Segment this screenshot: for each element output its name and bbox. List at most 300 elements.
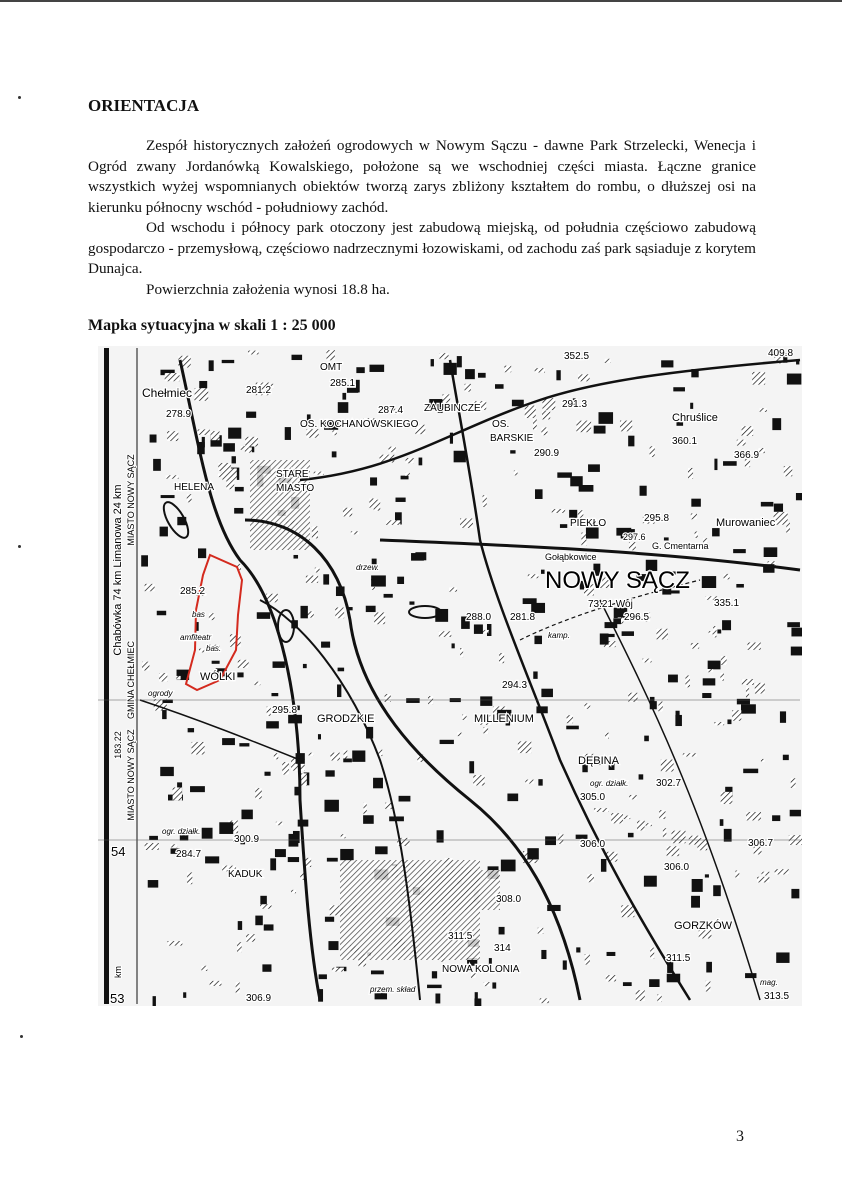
map-label: 311.5 bbox=[666, 953, 691, 964]
building-block bbox=[772, 815, 780, 821]
building-block bbox=[483, 495, 487, 507]
scan-speck bbox=[18, 545, 21, 548]
building-block bbox=[332, 968, 344, 972]
building-block bbox=[399, 796, 411, 802]
building-block bbox=[395, 498, 405, 502]
building-block bbox=[330, 753, 340, 761]
building-block bbox=[405, 473, 410, 476]
margin-label: 53 bbox=[110, 991, 125, 1006]
building-block bbox=[306, 576, 318, 583]
building-block bbox=[148, 880, 159, 888]
map-label: GRODZKIE bbox=[317, 713, 375, 725]
building-block bbox=[449, 587, 457, 591]
building-block bbox=[228, 428, 241, 439]
building-block bbox=[153, 996, 156, 1006]
building-block bbox=[159, 673, 167, 681]
building-block bbox=[742, 426, 754, 436]
building-block bbox=[344, 750, 348, 759]
building-block bbox=[668, 675, 678, 683]
building-block bbox=[608, 634, 614, 637]
building-block bbox=[149, 836, 158, 840]
map-label: OS. KOCHANOWSKIEGO bbox=[300, 419, 419, 430]
building-block bbox=[235, 487, 244, 491]
building-block bbox=[211, 431, 220, 440]
building-block bbox=[540, 998, 549, 1003]
building-block bbox=[226, 480, 234, 489]
building-block bbox=[369, 498, 376, 507]
building-block bbox=[661, 360, 673, 367]
building-block bbox=[462, 715, 466, 720]
building-block bbox=[507, 794, 518, 802]
building-block bbox=[691, 896, 700, 908]
map-label: kamp. bbox=[548, 631, 570, 640]
building-block bbox=[579, 485, 594, 492]
building-block bbox=[594, 808, 609, 812]
building-block bbox=[323, 574, 329, 584]
map-label: 297.6 bbox=[623, 532, 646, 542]
building-block bbox=[622, 631, 634, 636]
dense-district bbox=[420, 870, 500, 910]
building-block bbox=[720, 819, 724, 826]
margin-label: Chabówka 74 km Limanowa 24 km bbox=[112, 484, 124, 656]
building-block bbox=[607, 952, 616, 956]
building-block bbox=[282, 762, 289, 775]
building-block bbox=[762, 872, 770, 876]
building-block bbox=[742, 679, 754, 685]
building-block bbox=[325, 770, 334, 776]
map-label: 294.3 bbox=[502, 680, 528, 691]
map-label: STARE bbox=[276, 469, 309, 480]
building-block bbox=[223, 443, 235, 451]
building-block bbox=[758, 448, 765, 453]
building-block bbox=[525, 406, 536, 418]
building-block bbox=[484, 727, 489, 734]
building-block bbox=[761, 502, 774, 507]
map-label: OS. bbox=[492, 419, 510, 430]
building-block bbox=[274, 753, 278, 759]
building-block bbox=[222, 468, 236, 480]
building-block bbox=[173, 787, 182, 800]
building-block bbox=[264, 772, 270, 776]
map-label: 409.8 bbox=[768, 348, 794, 359]
building-block bbox=[646, 823, 652, 826]
building-block bbox=[605, 359, 611, 363]
building-block bbox=[757, 877, 769, 883]
building-block bbox=[161, 495, 175, 498]
building-block bbox=[292, 355, 303, 360]
building-block bbox=[188, 728, 194, 732]
building-block bbox=[796, 493, 802, 500]
map-label: 295.8 bbox=[644, 513, 670, 524]
building-block bbox=[465, 369, 475, 379]
building-block bbox=[501, 860, 516, 872]
building-block bbox=[492, 982, 496, 988]
map-label: mag. bbox=[760, 978, 778, 987]
building-block bbox=[198, 548, 206, 558]
building-block bbox=[791, 628, 802, 637]
building-block bbox=[319, 974, 327, 979]
building-block bbox=[538, 928, 544, 934]
building-block bbox=[723, 461, 737, 466]
building-block bbox=[621, 905, 634, 917]
building-block bbox=[374, 612, 385, 624]
building-block bbox=[275, 849, 286, 857]
building-block bbox=[338, 668, 345, 672]
building-block bbox=[202, 437, 205, 447]
building-block bbox=[499, 927, 505, 935]
map-label: 284.7 bbox=[176, 849, 202, 860]
building-block bbox=[369, 365, 384, 372]
building-block bbox=[162, 710, 166, 719]
building-block bbox=[409, 601, 414, 604]
building-block bbox=[241, 810, 252, 820]
building-block bbox=[397, 577, 404, 584]
map-label: 306.0 bbox=[664, 862, 690, 873]
building-block bbox=[285, 427, 291, 440]
building-block bbox=[364, 803, 367, 815]
building-block bbox=[160, 767, 174, 776]
building-block bbox=[746, 812, 761, 820]
building-block bbox=[332, 430, 336, 435]
building-block bbox=[315, 568, 320, 573]
building-block bbox=[366, 606, 376, 612]
building-block bbox=[644, 876, 657, 887]
building-block bbox=[337, 684, 341, 697]
map-label: 73.21 Woj bbox=[588, 599, 633, 610]
building-block bbox=[533, 671, 537, 678]
building-block bbox=[714, 722, 724, 725]
building-block bbox=[460, 518, 473, 527]
building-block bbox=[650, 446, 655, 457]
building-block bbox=[167, 941, 182, 946]
building-block bbox=[727, 719, 731, 724]
building-block bbox=[649, 979, 659, 987]
building-block bbox=[314, 472, 324, 475]
building-block bbox=[474, 624, 483, 633]
margin-label: 54 bbox=[111, 844, 126, 859]
building-block bbox=[267, 706, 271, 715]
building-block bbox=[192, 742, 205, 755]
building-block bbox=[599, 412, 614, 424]
building-block bbox=[237, 672, 243, 677]
building-block bbox=[246, 412, 256, 418]
building-block bbox=[774, 512, 788, 525]
building-block bbox=[772, 418, 781, 430]
building-block bbox=[202, 828, 213, 839]
building-block bbox=[527, 848, 538, 859]
map-label: NOWY SĄCZ bbox=[545, 567, 690, 594]
building-block bbox=[661, 760, 674, 772]
building-block bbox=[713, 885, 721, 896]
building-block bbox=[667, 846, 680, 856]
building-block bbox=[437, 830, 444, 842]
building-block bbox=[581, 533, 586, 546]
paragraph: Od wschodu i północy park otoczony jest zabudową miejską, od południa częściowo zabudową gospodarczo - przemysłową, częściowo nadrzecznymi łozowiskami, od zachodu zaś park sąsiaduje z korytem Dunajca. bbox=[88, 219, 756, 277]
map-label: Chełmiec bbox=[142, 386, 193, 400]
building-block bbox=[736, 584, 744, 588]
building-block bbox=[480, 696, 492, 706]
building-block bbox=[741, 704, 756, 713]
building-block bbox=[248, 351, 258, 355]
building-block bbox=[585, 954, 590, 965]
map-label: 281.2 bbox=[246, 385, 272, 396]
margin-label: 183.22 bbox=[113, 731, 123, 759]
building-block bbox=[232, 456, 236, 463]
building-block bbox=[556, 370, 560, 380]
building-block bbox=[415, 552, 426, 560]
building-block bbox=[783, 755, 789, 760]
building-block bbox=[601, 859, 606, 872]
building-block bbox=[690, 403, 693, 409]
building-block bbox=[707, 669, 713, 672]
map-label: MILLENIUM bbox=[474, 713, 534, 725]
map-label: WÓLKI bbox=[200, 671, 236, 683]
building-block bbox=[273, 661, 285, 667]
scan-speck bbox=[20, 1035, 23, 1038]
building-block bbox=[452, 643, 455, 648]
building-block bbox=[706, 981, 711, 992]
building-block bbox=[672, 831, 686, 844]
building-block bbox=[276, 822, 283, 825]
building-block bbox=[636, 990, 645, 1001]
scan-edge bbox=[0, 0, 842, 2]
map-title: Mapka sytuacyjna w skali 1 : 25 000 bbox=[88, 317, 336, 334]
building-block bbox=[257, 612, 270, 619]
building-block bbox=[212, 661, 220, 664]
building-block bbox=[321, 642, 330, 648]
building-block bbox=[534, 636, 542, 644]
scan-speck bbox=[18, 96, 21, 99]
building-block bbox=[542, 411, 550, 420]
building-block bbox=[338, 402, 349, 413]
building-block bbox=[340, 849, 353, 861]
map-label: 285.1 bbox=[330, 378, 356, 389]
margin-label: MIASTO NOWY SĄCZ bbox=[126, 729, 136, 821]
building-block bbox=[373, 778, 383, 789]
margin-label: km bbox=[113, 966, 123, 978]
map-label: 302.7 bbox=[656, 778, 682, 789]
building-block bbox=[241, 446, 249, 450]
building-block bbox=[318, 734, 321, 739]
building-block bbox=[737, 440, 746, 446]
margin-label: MIASTO NOWY SĄCZ bbox=[126, 454, 136, 546]
building-block bbox=[406, 698, 419, 703]
building-block bbox=[764, 547, 778, 557]
building-block bbox=[384, 594, 393, 598]
building-block bbox=[557, 472, 572, 477]
building-block bbox=[431, 359, 434, 366]
building-block bbox=[702, 693, 711, 698]
building-block bbox=[210, 981, 222, 986]
building-block bbox=[594, 426, 606, 434]
map-label: 306.7 bbox=[748, 838, 774, 849]
building-block bbox=[309, 753, 314, 756]
building-block bbox=[735, 870, 739, 878]
building-block bbox=[774, 504, 783, 512]
building-block bbox=[628, 436, 634, 447]
map-label: bas. bbox=[206, 644, 222, 653]
building-block bbox=[541, 950, 546, 959]
building-block bbox=[254, 682, 260, 685]
building-block bbox=[541, 689, 553, 697]
map-label: 306.0 bbox=[580, 839, 606, 850]
building-block bbox=[776, 952, 789, 962]
building-block bbox=[238, 921, 242, 930]
building-block bbox=[775, 869, 789, 874]
building-block bbox=[588, 464, 600, 472]
building-block bbox=[533, 419, 537, 430]
building-block bbox=[401, 476, 409, 480]
section-heading: ORIENTACJA bbox=[88, 96, 200, 115]
building-block bbox=[190, 786, 205, 792]
building-block bbox=[720, 673, 724, 681]
building-block bbox=[676, 711, 680, 720]
building-block bbox=[535, 489, 543, 499]
building-block bbox=[484, 982, 490, 986]
building-block bbox=[663, 828, 666, 837]
building-block bbox=[576, 947, 580, 952]
building-block bbox=[326, 350, 334, 360]
building-block bbox=[153, 459, 161, 471]
building-block bbox=[439, 353, 448, 359]
map-label: amfiteatr bbox=[180, 633, 212, 642]
map-label: 311.5 bbox=[448, 931, 473, 942]
building-block bbox=[587, 874, 594, 882]
map-label: Murowaniec bbox=[716, 517, 776, 529]
building-block bbox=[264, 924, 274, 930]
building-block bbox=[255, 788, 262, 799]
building-block bbox=[644, 736, 649, 742]
map-label: 287.4 bbox=[378, 405, 404, 416]
building-block bbox=[755, 683, 765, 694]
building-block bbox=[291, 890, 296, 893]
map-label: 313.5 bbox=[764, 991, 790, 1002]
building-block bbox=[262, 964, 271, 971]
building-block bbox=[457, 356, 462, 367]
building-block bbox=[558, 834, 563, 844]
building-block bbox=[787, 374, 801, 385]
building-block bbox=[142, 662, 149, 671]
building-block bbox=[239, 743, 249, 746]
building-block bbox=[343, 758, 352, 762]
building-block bbox=[709, 631, 717, 634]
building-block bbox=[721, 792, 733, 804]
map-label: 290.9 bbox=[534, 448, 560, 459]
building-block bbox=[435, 993, 440, 1003]
map-label: OMT bbox=[320, 362, 343, 373]
map-label: 285.2 bbox=[180, 586, 206, 597]
building-block bbox=[478, 373, 486, 378]
map-label: 300.9 bbox=[234, 834, 260, 845]
building-block bbox=[352, 750, 365, 761]
building-block bbox=[628, 833, 634, 837]
building-block bbox=[629, 542, 636, 550]
building-block bbox=[642, 659, 651, 663]
building-block bbox=[183, 992, 186, 998]
building-block bbox=[586, 527, 599, 538]
building-block bbox=[708, 661, 721, 670]
building-block bbox=[733, 549, 746, 553]
building-block bbox=[563, 960, 567, 969]
building-block bbox=[375, 846, 387, 854]
building-block bbox=[576, 421, 591, 433]
building-block bbox=[236, 982, 240, 993]
building-block bbox=[187, 872, 192, 884]
building-block bbox=[454, 451, 466, 463]
building-block bbox=[343, 508, 352, 517]
map-label: 288.0 bbox=[466, 612, 492, 623]
building-block bbox=[702, 576, 716, 588]
map-label: GORZKÓW bbox=[674, 920, 733, 932]
building-block bbox=[341, 834, 346, 838]
building-block bbox=[510, 450, 515, 453]
building-block bbox=[658, 702, 662, 712]
building-block bbox=[721, 656, 727, 665]
building-block bbox=[683, 753, 697, 756]
map-label: przem. skład bbox=[370, 985, 416, 994]
building-block bbox=[342, 393, 346, 400]
building-block bbox=[145, 843, 159, 850]
building-block bbox=[427, 985, 442, 988]
building-block bbox=[691, 499, 701, 507]
building-block bbox=[560, 524, 567, 528]
building-block bbox=[746, 687, 749, 698]
building-block bbox=[525, 780, 534, 784]
building-block bbox=[335, 607, 344, 618]
building-block bbox=[791, 647, 802, 656]
building-block bbox=[176, 676, 180, 680]
building-block bbox=[650, 948, 654, 959]
building-block bbox=[222, 738, 235, 745]
building-block bbox=[605, 733, 609, 739]
building-block bbox=[541, 427, 547, 435]
map-label: Gołąbkowice bbox=[545, 552, 597, 562]
map-label: drzew. bbox=[356, 563, 380, 572]
building-block bbox=[386, 520, 400, 525]
map-label: MIASTO bbox=[276, 483, 315, 494]
building-block bbox=[640, 486, 647, 496]
map-label: 295.8 bbox=[272, 705, 298, 716]
building-block bbox=[504, 366, 511, 373]
map-label: HELENA bbox=[174, 482, 215, 493]
building-block bbox=[620, 421, 632, 432]
map-label: ogr. działk. bbox=[590, 779, 629, 788]
map-label: BARSKIE bbox=[490, 433, 534, 444]
building-block bbox=[528, 574, 539, 578]
building-block bbox=[688, 468, 693, 479]
building-block bbox=[371, 970, 384, 974]
map-label: 281.8 bbox=[510, 612, 536, 623]
building-block bbox=[246, 934, 255, 942]
map-label: 278.9 bbox=[166, 409, 192, 420]
building-block bbox=[760, 408, 767, 412]
map-label: 352.5 bbox=[564, 351, 590, 362]
building-block bbox=[732, 710, 741, 721]
building-block bbox=[473, 775, 484, 785]
building-block bbox=[705, 874, 709, 877]
map-label: ogr. działk. bbox=[162, 827, 201, 836]
building-block bbox=[714, 459, 717, 470]
building-block bbox=[325, 917, 334, 922]
building-block bbox=[465, 384, 471, 392]
building-block bbox=[657, 994, 661, 1002]
building-block bbox=[780, 711, 786, 722]
building-block bbox=[724, 574, 730, 579]
building-block bbox=[495, 384, 504, 389]
building-block bbox=[600, 633, 609, 644]
building-block bbox=[722, 620, 731, 630]
map-label: bas bbox=[192, 610, 205, 619]
